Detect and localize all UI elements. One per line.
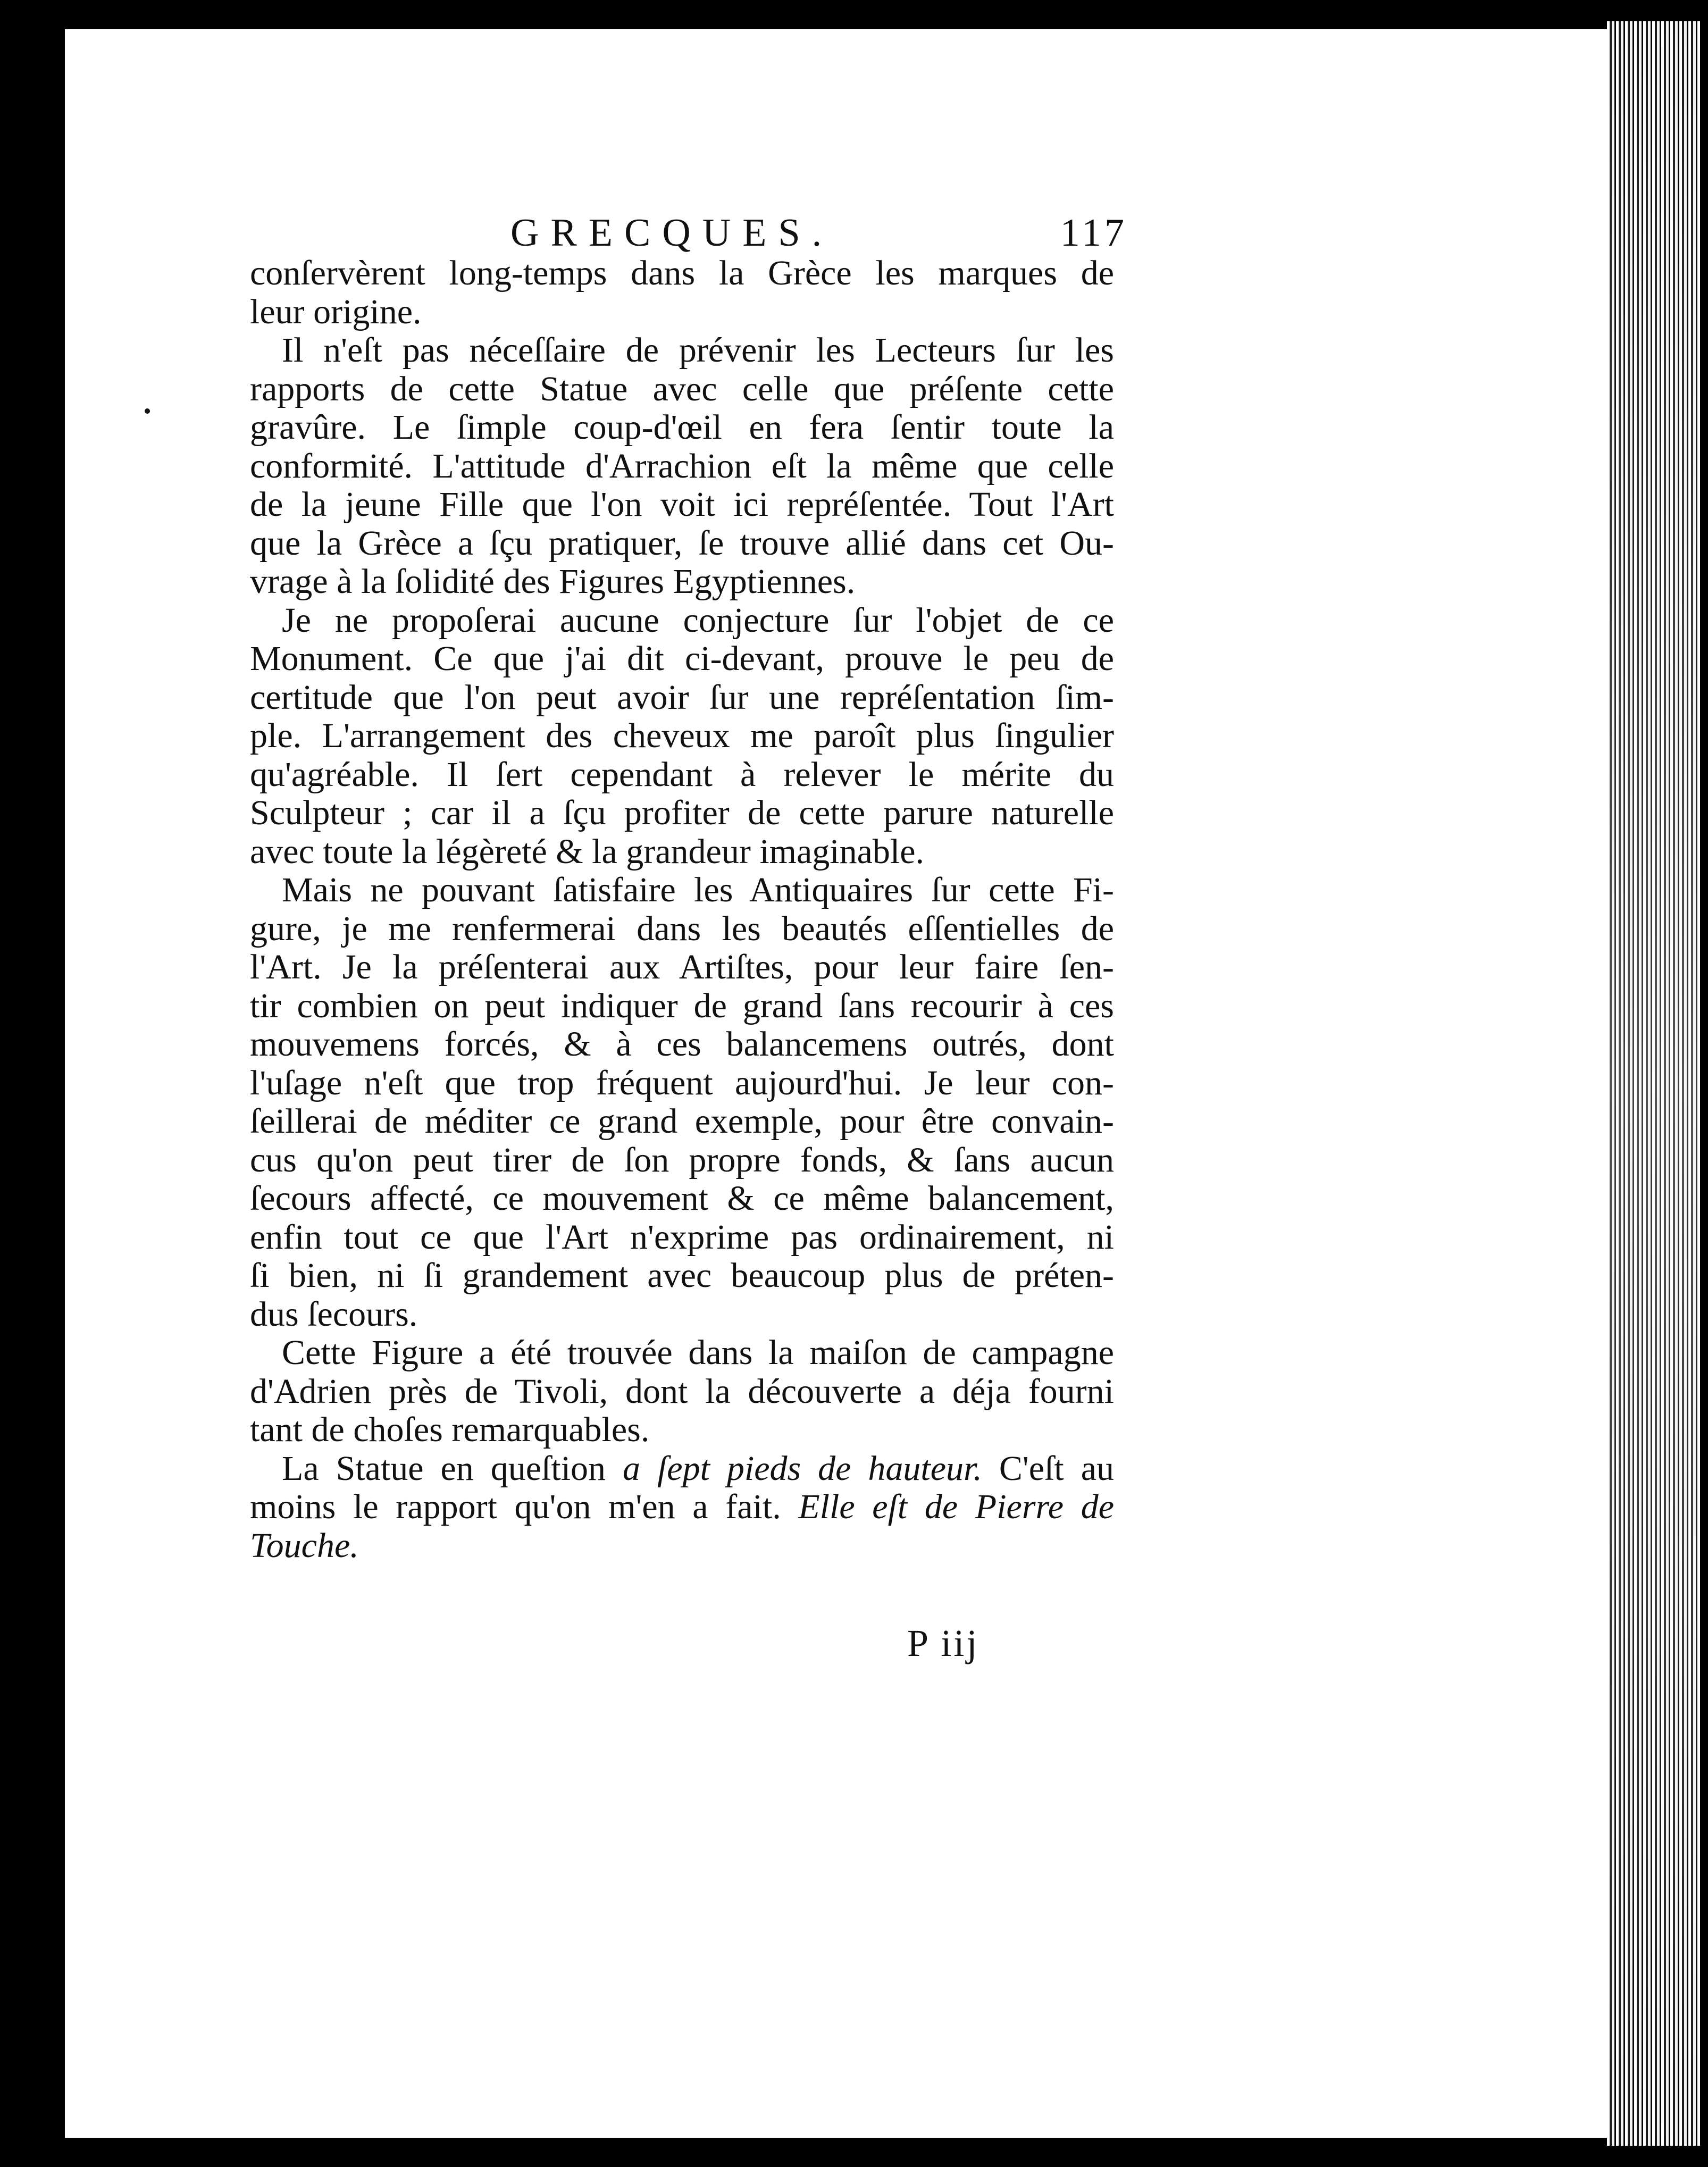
italic-run: Elle eſt de Pierre de	[798, 1488, 1114, 1526]
text-line: qu'agréable. Il ſert cependant à relever le mérite du	[250, 755, 1114, 794]
roman-run: C'eſt au	[982, 1449, 1114, 1488]
text-line: gure, je me renfermerai dans les beautés eſſentielles de	[250, 909, 1114, 948]
text-line: enfin tout ce que l'Art n'exprime pas ordinairement, ni	[250, 1218, 1114, 1257]
text-line: gravûre. Le ſimple coup-d'œil en fera ſentir toute la	[250, 408, 1114, 447]
text-line: Mais ne pouvant ſatisfaire les Antiquaires ſur cette Fi-	[282, 871, 1114, 909]
roman-run: moins le rapport qu'on m'en a fait.	[250, 1488, 799, 1526]
text-line	[250, 1527, 1114, 1566]
italic-run: a ſept pieds de hauteur.	[623, 1449, 982, 1488]
text-line: dus ſecours.	[250, 1295, 418, 1334]
text-line: d'Adrien près de Tivoli, dont la découverte a déja fourni	[250, 1372, 1114, 1411]
text-line: ſeillerai de méditer ce grand exemple, pour être convain-	[250, 1102, 1114, 1141]
text-line: conſervèrent long-temps dans la Grèce les marques de	[250, 254, 1114, 292]
text-line	[250, 1450, 1114, 1488]
text-line: avec toute la légèreté & la grandeur imaginable.	[250, 832, 925, 871]
text-line: l'uſage n'eſt que trop fréquent aujourd'hui. Je leur con-	[250, 1064, 1114, 1102]
text-line: Monument. Ce que j'ai dit ci-devant, prouve le peu de	[250, 640, 1114, 678]
text-line: ſecours affecté, ce mouvement & ce même balancement,	[250, 1179, 1114, 1218]
ink-speck	[145, 408, 150, 414]
text-line: l'Art. Je la préſenterai aux Artiſtes, pour leur faire ſen-	[250, 948, 1114, 986]
text-line: que la Grèce a ſçu pratiquer, ſe trouve allié dans cet Ou-	[250, 524, 1114, 563]
text-line: Cette Figure a été trouvée dans la maiſon de campagne	[282, 1334, 1114, 1372]
text-line: mouvemens forcés, & à ces balancemens outrés, dont	[250, 1025, 1114, 1064]
text-line: tir combien on peut indiquer de grand ſans recourir à ces	[250, 986, 1114, 1025]
text-line: cus qu'on peut tirer de ſon propre fonds, & ſans aucun	[250, 1141, 1114, 1179]
running-head: GRECQUES.	[510, 211, 834, 255]
text-line: ſi bien, ni ſi grandement avec beaucoup plus de préten-	[250, 1257, 1114, 1295]
text-line: Sculpteur ; car il a ſçu profiter de cette parure naturelle	[250, 794, 1114, 832]
text-line: Il n'eſt pas néceſſaire de prévenir les Lecteurs ſur les	[282, 331, 1114, 370]
page-header	[510, 206, 1127, 260]
italic-run: Touche.	[250, 1526, 359, 1565]
text-line: Je ne propoſerai aucune conjecture ſur l'objet de ce	[282, 601, 1114, 640]
signature-mark: P iij	[907, 1622, 979, 1664]
page-number: 117	[1060, 211, 1127, 255]
body-text	[250, 254, 1114, 1565]
text-line	[250, 1488, 1114, 1527]
text-line: ple. L'arrangement des cheveux me paroît plus ſingulier	[250, 717, 1114, 755]
text-line: certitude que l'on peut avoir ſur une repréſentation ſim-	[250, 678, 1114, 717]
text-line: tant de choſes remarquables.	[250, 1411, 650, 1449]
book-fore-edge	[1607, 21, 1700, 2146]
roman-run: La Statue en queſtion	[282, 1449, 623, 1488]
text-line: de la jeune Fille que l'on voit ici repréſentée. Tout l'Art	[250, 486, 1114, 524]
text-line: leur origine.	[250, 292, 422, 331]
text-line: conformité. L'attitude d'Arrachion eſt la même que celle	[250, 447, 1114, 486]
text-line: vrage à la ſolidité des Figures Egyptiennes.	[250, 563, 856, 601]
text-line: rapports de cette Statue avec celle que préſente cette	[250, 370, 1114, 408]
